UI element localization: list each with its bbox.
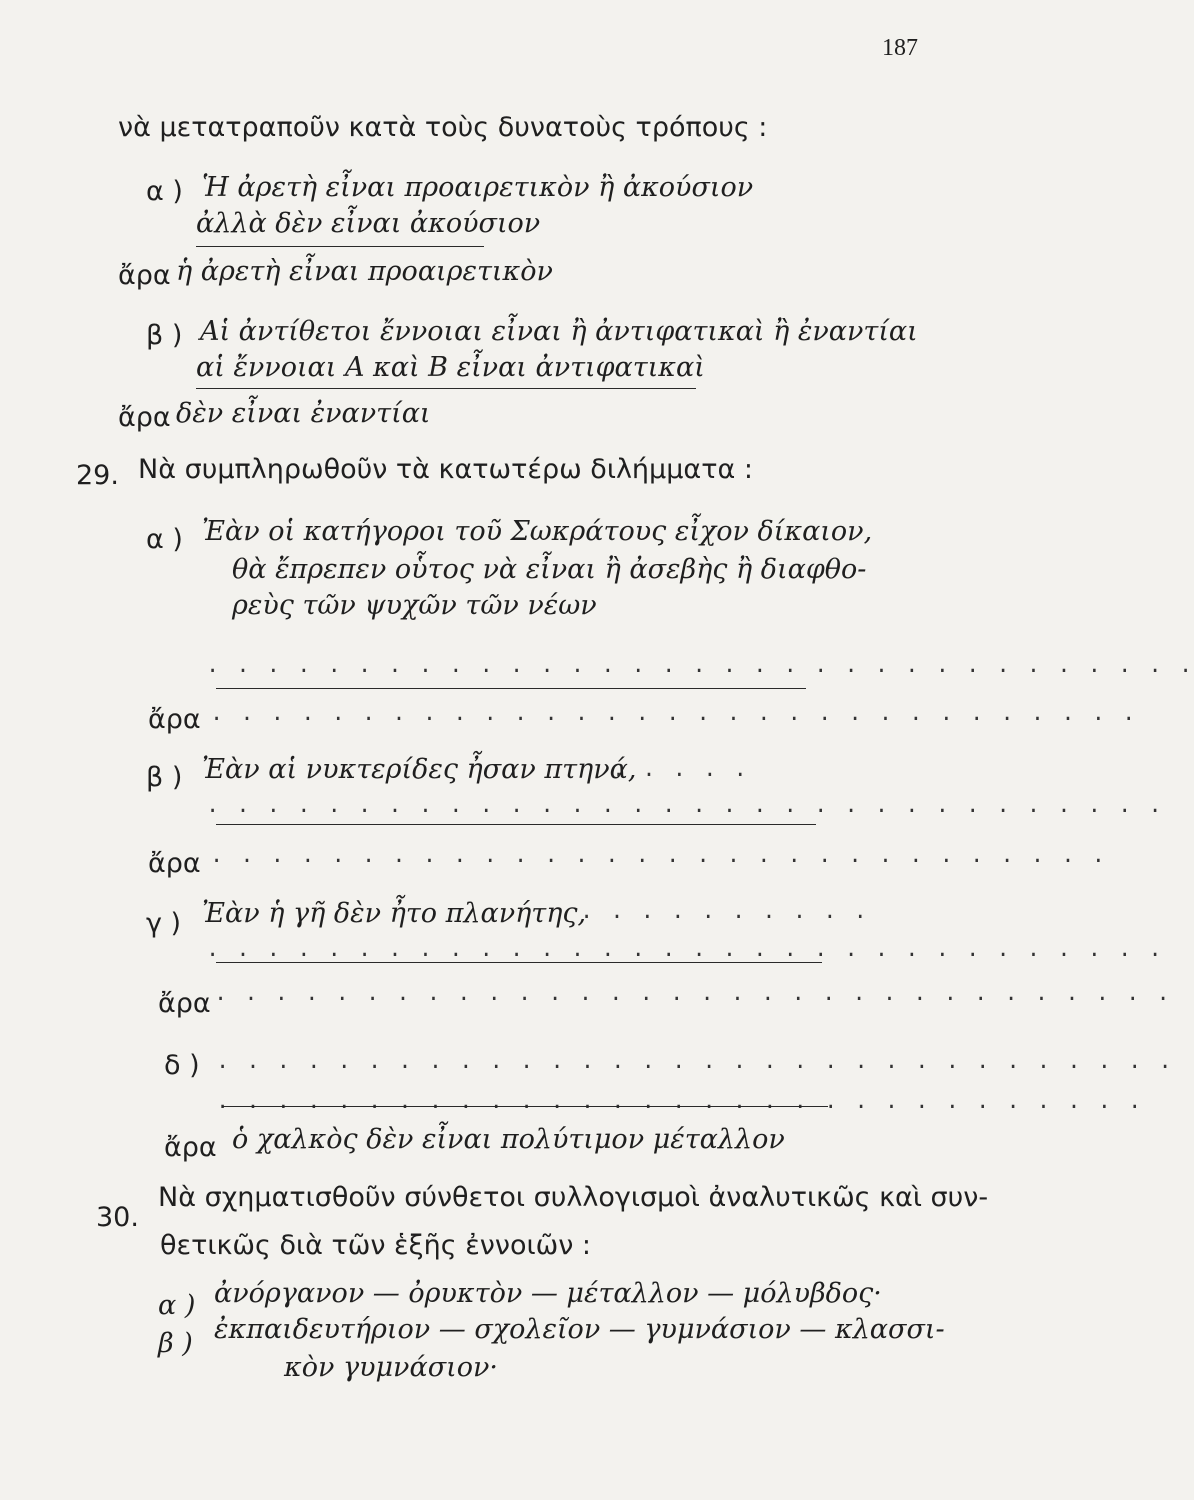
ex29d-dots: . . . . . . . . . . . . . . . . . . . . . . . . . . . . . . . <box>216 1090 1144 1115</box>
ex29a-conclusion-dots: . . . . . . . . . . . . . . . . . . . . . . . . . . . . . . . <box>210 702 1138 727</box>
page-number: 187 <box>882 35 918 61</box>
ex28a-conclusion: ἡ ἀρετὴ εἶναι προαιρετικὸν <box>176 256 553 287</box>
ex28b-rule <box>196 388 696 389</box>
ex28a-label: α ) <box>146 176 183 207</box>
ex29b-label: β ) <box>146 762 183 793</box>
ex29a-rule <box>216 688 806 689</box>
ex29c-line-1: Ἐὰν ἡ γῆ δὲν ἦτο πλανήτης, <box>202 898 587 929</box>
ex28b-premise-1: Αἱ ἀντίθετοι ἔννοιαι εἶναι ἢ ἀντιφατικαὶ ἢ ἐναντίαι <box>200 316 918 347</box>
ex29a-line-3: ρεὺς τῶν ψυχῶν τῶν νέων <box>232 590 597 621</box>
ex28a-conclusion-word: ἄρα <box>118 260 171 291</box>
ex29b-line-1-dots: . . . . . <box>612 758 749 783</box>
ex28a-premise-1: Ἡ ἀρετὴ εἶναι προαιρετικὸν ἢ ἀκούσιον <box>202 172 754 203</box>
ex29a-conclusion-word: ἄρα <box>148 704 201 735</box>
ex30b-text-1: ἐκπαιδευτήριον — σχολεῖον — γυμνάσιον — κλασσι- <box>214 1314 945 1345</box>
ex28a-premise-2: ἀλλὰ δὲν εἶναι ἀκούσιον <box>196 208 541 239</box>
ex29d-line-1-dots: . . . . . . . . . . . . . . . . . . . . . . . . . . . . . . . . <box>216 1050 1174 1075</box>
ex30a-text: ἀνόργανον — ὀρυκτὸν — μέταλλον — μόλυβδος· <box>214 1278 882 1309</box>
intro-line: νὰ μετατραποῦν κατὰ τοὺς δυνατοὺς τρόπους : <box>118 112 768 143</box>
ex30b-label: β ) <box>158 1328 193 1359</box>
ex29c-dots: . . . . . . . . . . . . . . . . . . . . . . . . . . . . . . . . <box>206 938 1164 963</box>
ex30-title-line-2: θετικῶς διὰ τῶν ἑξῆς ἐννοιῶν : <box>160 1230 591 1261</box>
ex29a-line-1: Ἐὰν οἱ κατήγοροι τοῦ Σωκράτους εἶχον δίκαιον, <box>202 516 873 547</box>
ex29c-rule <box>216 962 822 963</box>
ex29a-dots: . . . . . . . . . . . . . . . . . . . . . . . . . . . . . . . . . <box>206 654 1194 679</box>
ex30a-label: α ) <box>158 1290 196 1321</box>
ex28b-conclusion: δὲν εἶναι ἐναντίαι <box>176 398 431 429</box>
ex28b-premise-2: αἱ ἔννοιαι Α καὶ Β εἶναι ἀντιφατικαὶ <box>196 352 705 383</box>
ex30-title-line-1: Νὰ σχηματισθοῦν σύνθετοι συλλογισμοὶ ἀναλυτικῶς καὶ συν- <box>158 1182 989 1213</box>
ex29b-dots: . . . . . . . . . . . . . . . . . . . . . . . . . . . . . . . . <box>206 794 1164 819</box>
ex29-number: 29. <box>76 460 119 491</box>
ex28b-conclusion-word: ἄρα <box>118 402 171 433</box>
ex29b-rule <box>216 824 816 825</box>
ex29c-conclusion-word: ἄρα <box>158 988 211 1019</box>
ex29a-line-2: θὰ ἔπρεπεν οὗτος νὰ εἶναι ἢ ἀσεβὴς ἢ διαφθο- <box>232 554 867 585</box>
ex30b-text-2: κὸν γυμνάσιον· <box>284 1352 498 1383</box>
ex29d-conclusion-word: ἄρα <box>164 1132 217 1163</box>
ex29c-line-1-dots: . . . . . . . . . . <box>580 900 869 925</box>
ex30-number: 30. <box>96 1202 139 1233</box>
ex29-title: Νὰ συμπληρωθοῦν τὰ κατωτέρω διλήμματα : <box>138 454 753 485</box>
ex29d-conclusion: ὁ χαλκὸς δὲν εἶναι πολύτιμον μέταλλον <box>232 1124 785 1155</box>
ex29d-rule <box>222 1106 828 1107</box>
ex29b-conclusion-dots: . . . . . . . . . . . . . . . . . . . . . . . . . . . . . . <box>210 844 1107 869</box>
ex29a-label: α ) <box>146 524 183 555</box>
ex29b-conclusion-word: ἄρα <box>148 848 201 879</box>
ex29b-line-1: Ἐὰν αἱ νυκτερίδες ἦσαν πτηνά, <box>202 754 637 785</box>
ex28a-rule <box>196 246 484 247</box>
ex29d-label: δ ) <box>164 1050 200 1081</box>
ex29c-label: γ ) <box>146 908 182 939</box>
ex29c-conclusion-dots: . . . . . . . . . . . . . . . . . . . . . . . . . . . . . . . . <box>214 982 1172 1007</box>
ex28b-label: β ) <box>146 320 183 351</box>
